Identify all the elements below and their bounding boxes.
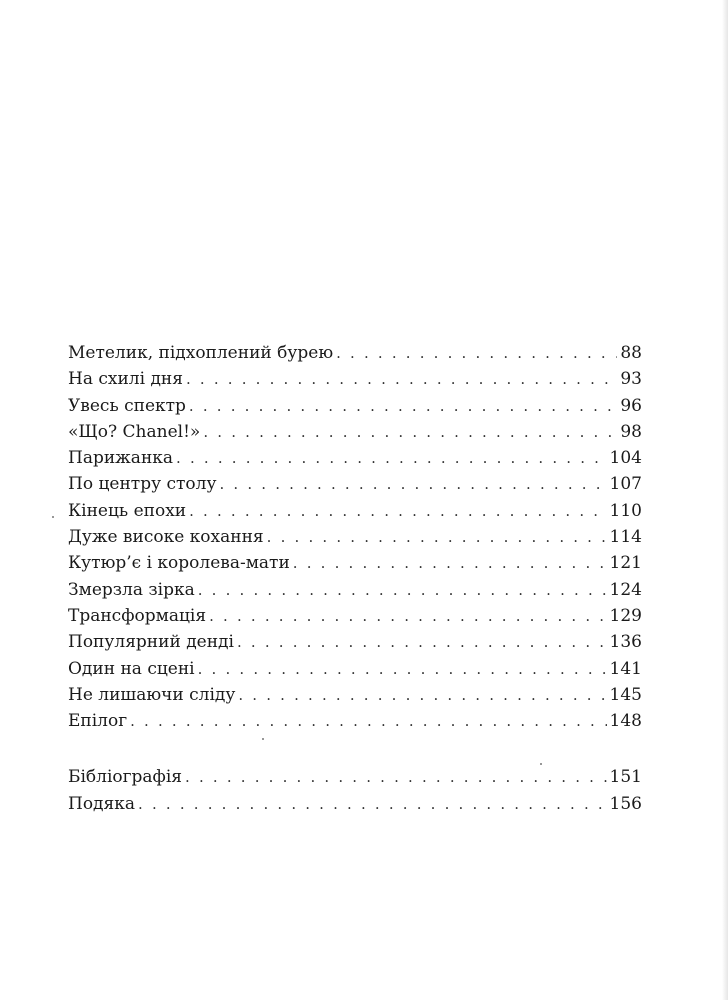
toc-entry-page: 124 bbox=[609, 579, 642, 600]
toc-entry[interactable] bbox=[68, 471, 642, 497]
toc-entry-page: 104 bbox=[609, 448, 642, 469]
toc-entry[interactable] bbox=[68, 764, 642, 790]
toc-entry-title: Змерзла зірка bbox=[68, 579, 195, 600]
toc-dot-leader bbox=[186, 366, 617, 392]
toc-entry-title: Один на сцені bbox=[68, 658, 195, 679]
toc-dot-leader bbox=[237, 629, 607, 655]
toc-entry-title: Кутюр’є і королева-мати bbox=[68, 553, 290, 574]
toc-entry-page: 98 bbox=[620, 421, 642, 442]
toc-dot-leader bbox=[209, 603, 606, 629]
toc-entry[interactable] bbox=[68, 498, 642, 524]
toc-entry[interactable] bbox=[68, 603, 642, 629]
toc-entry[interactable] bbox=[68, 682, 642, 708]
toc-entry[interactable] bbox=[68, 791, 642, 817]
toc-entry-page: 145 bbox=[609, 684, 642, 705]
toc-dot-leader bbox=[130, 708, 606, 734]
toc-entry-page: 88 bbox=[620, 343, 642, 363]
toc-entry[interactable] bbox=[68, 524, 642, 550]
toc-entry-title: Подяка bbox=[68, 793, 136, 814]
toc-entry-title: Метелик, підхоплений бурею bbox=[68, 343, 334, 363]
toc-entry[interactable] bbox=[68, 366, 642, 392]
toc-entry-page: 156 bbox=[609, 793, 642, 814]
toc-entry-title: На схилі дня bbox=[68, 369, 183, 390]
toc-back-matter-section bbox=[68, 764, 642, 817]
toc-entry[interactable] bbox=[68, 577, 642, 603]
toc-dot-leader bbox=[138, 791, 607, 817]
toc-dot-leader bbox=[203, 419, 617, 445]
toc-dot-leader bbox=[198, 577, 607, 603]
table-of-contents bbox=[68, 340, 642, 817]
toc-entry[interactable] bbox=[68, 445, 642, 471]
toc-entry-page: 93 bbox=[620, 369, 642, 390]
toc-entry-title: Бібліографія bbox=[68, 767, 183, 788]
toc-entry-page: 121 bbox=[609, 553, 642, 574]
toc-entry-page: 141 bbox=[609, 658, 642, 679]
toc-dot-leader bbox=[198, 656, 607, 682]
toc-dot-leader bbox=[185, 764, 607, 790]
toc-entry-title: Популярний денді bbox=[68, 632, 234, 653]
toc-entry[interactable] bbox=[68, 419, 642, 445]
toc-dot-leader bbox=[267, 524, 607, 550]
toc-dot-leader bbox=[293, 550, 607, 576]
toc-entry-page: 148 bbox=[609, 711, 642, 732]
toc-entry-page: 96 bbox=[620, 395, 642, 416]
toc-entry[interactable] bbox=[68, 629, 642, 655]
toc-entry-title: Кінець епохи bbox=[68, 500, 187, 521]
toc-entry-title: Епілог bbox=[68, 711, 128, 732]
toc-entry-title: Не лишаючи сліду bbox=[68, 684, 236, 705]
toc-dot-leader bbox=[219, 471, 606, 497]
toc-entry-title: Увесь спектр bbox=[68, 395, 186, 416]
toc-entry-title: Парижанка bbox=[68, 448, 174, 469]
toc-entry[interactable] bbox=[68, 550, 642, 576]
toc-entry-title: Трансформація bbox=[68, 605, 207, 626]
toc-dot-leader bbox=[238, 682, 606, 708]
toc-entry-page: 136 bbox=[609, 632, 642, 653]
toc-dot-leader bbox=[189, 498, 606, 524]
page-edge-shadow bbox=[722, 0, 728, 1000]
toc-entry[interactable] bbox=[68, 656, 642, 682]
toc-entry-title: Дуже високе кохання bbox=[68, 527, 264, 548]
toc-main-section bbox=[68, 340, 642, 734]
toc-entry[interactable] bbox=[68, 340, 642, 366]
toc-entry[interactable] bbox=[68, 393, 642, 419]
toc-entry-page: 114 bbox=[609, 527, 642, 548]
toc-entry-page: 151 bbox=[609, 767, 642, 788]
toc-entry-page: 110 bbox=[609, 500, 642, 521]
toc-entry-page: 129 bbox=[609, 605, 642, 626]
toc-entry[interactable] bbox=[68, 708, 642, 734]
toc-dot-leader bbox=[189, 393, 617, 419]
toc-entry-page: 107 bbox=[609, 474, 642, 495]
section-gap bbox=[68, 734, 642, 764]
toc-dot-leader bbox=[336, 340, 617, 366]
scan-speck bbox=[52, 516, 54, 518]
toc-entry-title: «Що? Chanel!» bbox=[68, 421, 201, 442]
toc-entry-title: По центру столу bbox=[68, 474, 217, 495]
toc-dot-leader bbox=[176, 445, 607, 471]
